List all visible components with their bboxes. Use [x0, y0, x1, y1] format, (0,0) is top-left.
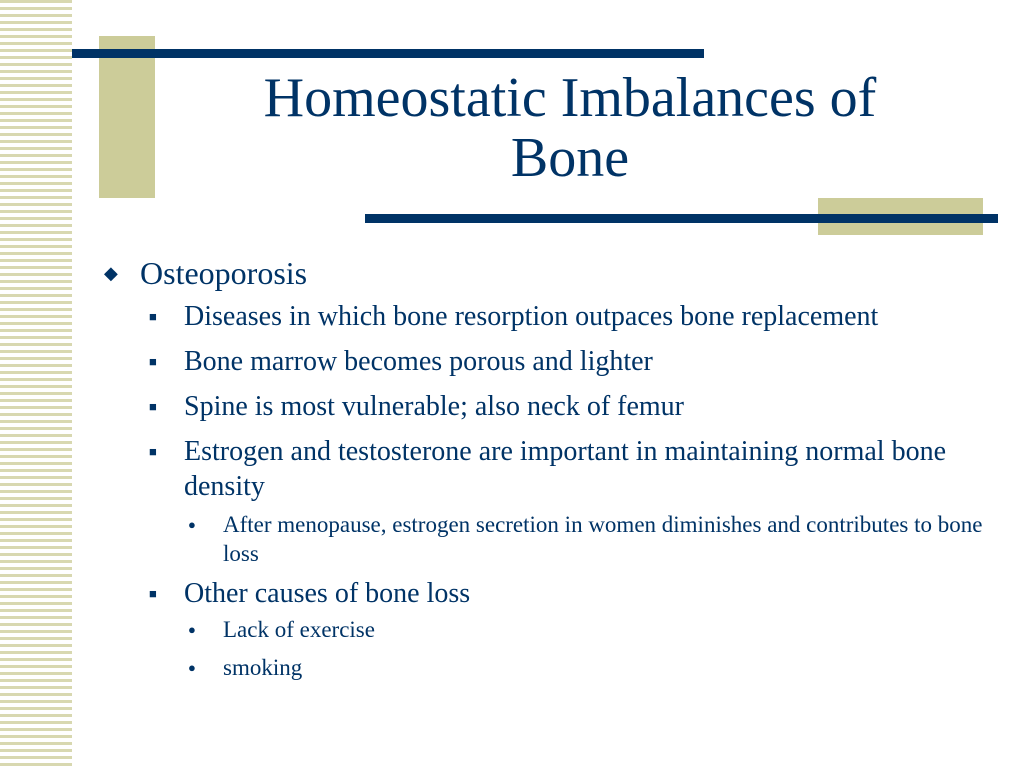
square-bullet-icon: ■ — [149, 309, 157, 324]
slide-body — [104, 253, 984, 688]
bullet-text: After menopause, estrogen secretion in women diminishes and contributes to bone loss — [223, 512, 983, 566]
bullet-item-hormones — [149, 434, 984, 504]
bullet-text: Lack of exercise — [223, 617, 375, 642]
bullet-item-spine — [149, 389, 984, 424]
square-bullet-icon: ■ — [149, 586, 157, 601]
slide-title-line-1: Homeostatic Imbalances of — [263, 67, 877, 129]
square-bullet-icon: ■ — [149, 354, 157, 369]
bullet-item-smoking — [188, 653, 984, 683]
slide-title-line-2: Bone — [510, 127, 630, 189]
left-stripe-decoration — [0, 0, 72, 768]
bullet-item-exercise — [188, 615, 984, 645]
dot-bullet-icon: ● — [188, 517, 196, 532]
bullet-text: smoking — [223, 655, 303, 680]
dot-bullet-icon: ● — [188, 660, 196, 675]
dot-bullet-icon: ● — [188, 622, 196, 637]
bullet-item-menopause — [188, 510, 984, 568]
bottom-navy-bar — [365, 214, 998, 223]
square-bullet-icon: ■ — [149, 444, 157, 459]
bullet-text: Osteoporosis — [140, 255, 308, 291]
bullet-item-other-causes — [149, 576, 984, 611]
top-navy-bar — [72, 49, 704, 58]
bullet-text: Bone marrow becomes porous and lighter — [184, 346, 653, 377]
bullet-text: Diseases in which bone resorption outpaces bone replacement — [184, 301, 879, 332]
bullet-item-osteoporosis — [104, 253, 984, 293]
top-tan-block — [99, 36, 155, 198]
square-bullet-icon: ■ — [149, 399, 157, 414]
bullet-text: Other causes of bone loss — [184, 578, 471, 609]
bullet-text: Estrogen and testosterone are important in maintaining normal bone density — [184, 436, 947, 502]
bullet-item-marrow — [149, 344, 984, 379]
bullet-text: Spine is most vulnerable; also neck of femur — [184, 391, 684, 422]
slide-title — [150, 68, 990, 188]
diamond-bullet-icon: ◆ — [104, 263, 118, 283]
bullet-item-definition — [149, 299, 984, 334]
